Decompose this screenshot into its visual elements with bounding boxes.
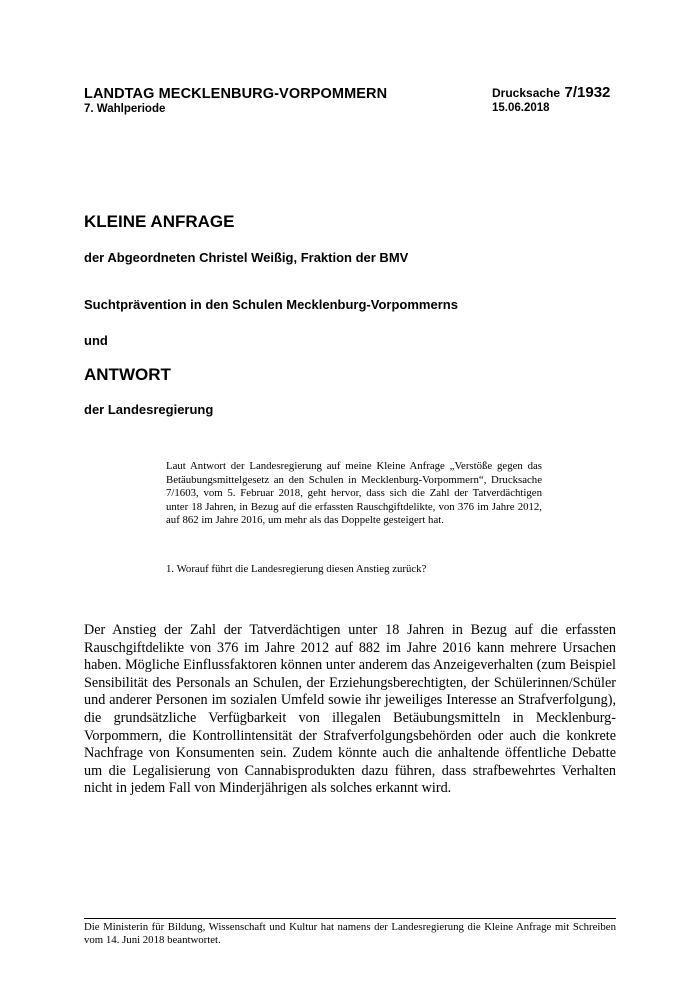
- author-line: der Abgeordneten Christel Weißig, Fraktion der BMV: [84, 250, 409, 265]
- drucksache-line: [492, 84, 610, 102]
- drucksache-label: Drucksache: [492, 86, 561, 100]
- und-line: und: [84, 333, 108, 348]
- answer-paragraph: Der Anstieg der Zahl der Tatverdächtigen unter 18 Jahren in Bezug auf die erfassten Rauschgiftdelikte von 376 im Jahre 2012 auf 882 im Jahre 2016 kann mehrere Ursachen haben. Mögliche Einflussfaktoren können unter anderem das Anzeigeverhalten (zum Beispiel Sensibilität des Personals an Schulen, der Erziehungsberechtigten, der Schülerinnen/Schüler und anderer Personen im sozialen Umfeld sowie ihr jeweiliges Interesse an Strafverfolgung), die grundsätzliche Verfügbarkeit von illegalen Betäubungsmitteln in Mecklenburg-Vorpommern, die Kontrollintensität der Strafverfolgungsbehörden oder auch die konkrete Nachfrage von Konsumenten sein. Zudem könnte auch die anhaltende öffentliche Debatte um die Legalisierung von Cannabisprodukten dazu führen, dass strafbewehrtes Verhalten nicht in jedem Fall von Minderjährigen als solches erkannt wird.: [84, 622, 616, 797]
- parliament-title: LANDTAG MECKLENBURG-VORPOMMERN: [84, 86, 388, 102]
- drucksache-number: 7/1932: [564, 84, 611, 101]
- question-item-1: 1. Worauf führt die Landesregierung diesen Anstieg zurück?: [166, 563, 427, 575]
- document-date: 15.06.2018: [492, 102, 550, 114]
- footer-note: Die Ministerin für Bildung, Wissenschaft und Kultur hat namens der Landesregierung die Kleine Anfrage mit Schreiben vom 14. Juni 2018 beantwortet.: [84, 921, 616, 947]
- question-intro: Laut Antwort der Landesregierung auf meine Kleine Anfrage „Verstöße gegen das Betäubungsmittelgesetz an den Schulen in Mecklenburg-Vorpommern“, Drucksache 7/1603, vom 5. Februar 2018, geht hervor, dass sich die Zahl der Tatverdächtigen unter 18 Jahren, in Bezug auf die erfassten Rauschgiftdelikte, von 376 im Jahre 2012, auf 862 im Jahre 2016, um mehr als das Doppelte gesteigert hat.: [166, 460, 542, 527]
- respondent-line: der Landesregierung: [84, 402, 214, 417]
- electoral-period: 7. Wahlperiode: [84, 103, 166, 115]
- document-header-left: [84, 86, 387, 115]
- footer-divider: [84, 918, 616, 919]
- antwort-heading: ANTWORT: [84, 365, 171, 384]
- document-header-right: [492, 84, 610, 114]
- kleine-anfrage-heading: KLEINE ANFRAGE: [84, 212, 235, 231]
- subject-line: Suchtprävention in den Schulen Mecklenburg-Vorpommerns: [84, 297, 458, 312]
